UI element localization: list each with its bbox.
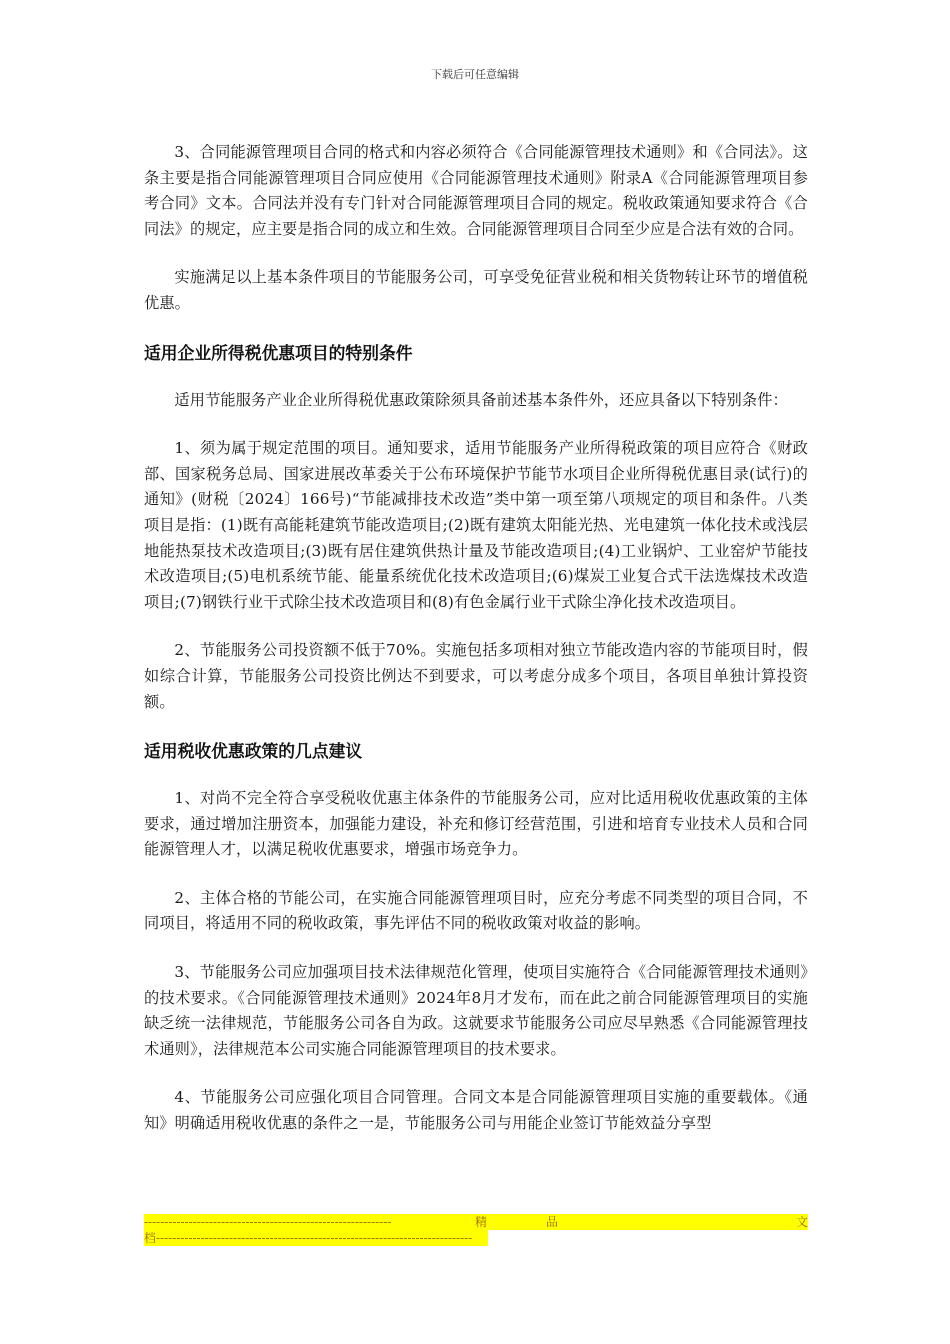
paragraph: 2、主体合格的节能公司，在实施合同能源管理项目时，应充分考虑不同类型的项目合同，不同项目，将适用不同的税收政策，事先评估不同的税收政策对收益的影响。 [144,888,808,933]
page-header: 下载后可任意编辑 [431,68,519,81]
footer-line [144,1214,808,1230]
paragraph: 2、节能服务公司投资额不低于70%。实施包括多项相对独立节能改造内容的节能项目时，假如综合计算，节能服务公司投资比例达不到要求，可以考虑分成多个项目，各项目单独计算投资额。 [144,641,808,711]
footer-word: 文 [795,1215,808,1229]
footer-word: 精 [474,1215,487,1229]
paragraph: 3、合同能源管理项目合同的格式和内容必须符合《合同能源管理技术通则》和《合同法》。这条主要是指合同能源管理项目合同应使用《合同能源管理技术通则》附录A《合同能源管理项目参考合同》文本。合同法并没有专门针对合同能源管理项目合同的规定。税收政策通知要求符合《合同法》的规定，应主要是指合同的成立和生效。合同能源管理项目合同至少应是合法有效的合同。 [144,143,808,238]
footer-word: 品 [545,1215,558,1229]
paragraph: 1、对尚不完全符合享受税收优惠主体条件的节能服务公司，应对比适用税收优惠政策的主体要求，通过增加注册资本，加强能力建设，补充和修订经营范围，引进和培育专业技术人员和合同能源管理人才，以满足税收优惠要求，增强市场竞争力。 [144,789,808,859]
footer-dashes: ------------------------------------------------------------- [144,1215,392,1229]
paragraph: 3、节能服务公司应加强项目技术法律规范化管理，使项目实施符合《合同能源管理技术通则》的技术要求。《合同能源管理技术通则》2024年8月才发布，而在此之前合同能源管理项目的实施缺乏统一法律规范，节能服务公司各自为政。这就要求节能服务公司应尽早熟悉《合同能源管理技术通则》，法律规范本公司实施合同能源管理项目的技术要求。 [144,963,808,1058]
footer-spacer [617,1214,737,1230]
footer-watermark [144,1214,808,1246]
paragraph: 适用节能服务产业企业所得税优惠政策除须具备前述基本条件外，还应具备以下特别条件： [174,390,788,409]
paragraph: 1、须为属于规定范围的项目。通知要求，适用节能服务产业所得税政策的项目应符合《财政部、国家税务总局、国家进展改革委关于公布环境保护节能节水项目企业所得税优惠目录(试行)的通知》(财税〔2024〕166号)“节能减排技术改造”类中第一项至第八项规定的项目和条件。八类项目是指：(1)既有高能耗建筑节能改造项目;(2)既有建筑太阳能光热、光电建筑一体化技术或浅层地能热泵技术改造项目;(3)既有居住建筑供热计量及节能改造项目;(4)工业锅炉、工业窑炉节能技术改造项目;(5)电机系统节能、能量系统优化技术改造项目;(6)煤炭工业复合式干法选煤技术改造项目;(7)钢铁行业干式除尘技术改造项目和(8)有色金属行业干式除尘净化技术改造项目。 [144,439,808,611]
footer-line: 档------------------------------------------------------------------------------ [144,1230,488,1246]
paragraph: 实施满足以上基本条件项目的节能服务公司，可享受免征营业税和相关货物转让环节的增值税优惠。 [144,268,808,312]
document-body [144,140,808,1137]
paragraph: 4、节能服务公司应强化项目合同管理。合同文本是合同能源管理项目实施的重要载体。《通知》明确适用税收优惠的条件之一是，节能服务公司与用能企业签订节能效益分享型 [144,1088,808,1133]
section-heading: 适用税收优惠政策的几点建议 [144,741,363,762]
section-heading: 适用企业所得税优惠项目的特别条件 [144,342,413,363]
